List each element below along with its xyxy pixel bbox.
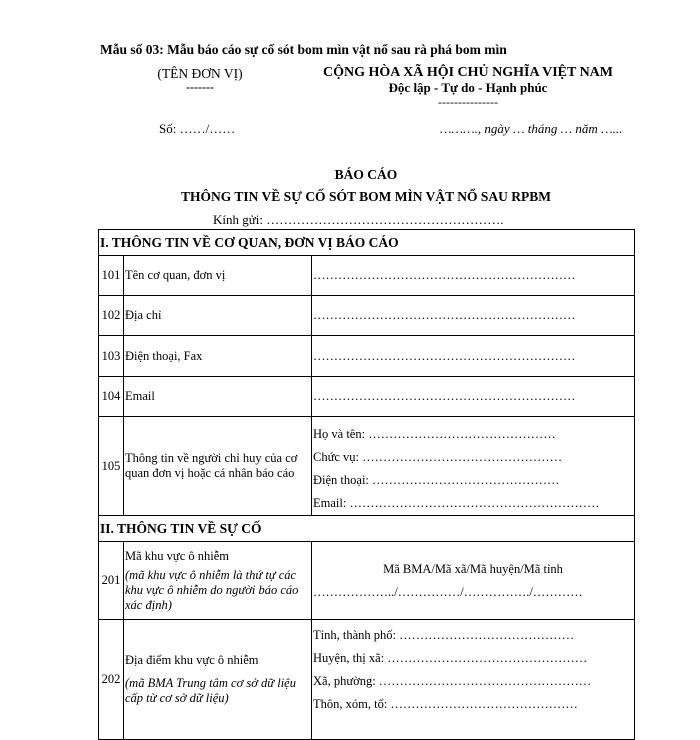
row-label: Tên cơ quan, đơn vị (124, 256, 312, 296)
row-label: Thông tin về người chỉ huy của cơ quan đơn vị hoặc cá nhân báo cáo (124, 417, 312, 516)
row-number: 201 (99, 542, 124, 620)
address-field[interactable]: ……………………………………………………… (312, 296, 635, 336)
document-date: ………., ngày … tháng … năm …... (440, 121, 623, 136)
document-number: Số: ……/…… (159, 121, 236, 136)
row-label: Địa chỉ (124, 296, 312, 336)
motto-divider: --------------- (438, 95, 498, 109)
district-field[interactable]: Huyện, thị xã: ………………………………………… (313, 651, 588, 665)
row-number: 202 (99, 620, 124, 740)
agency-name-field[interactable]: ……………………………………………………… (312, 256, 635, 296)
table-row (99, 296, 635, 336)
contamination-code-cell (312, 542, 635, 620)
table-row (99, 256, 635, 296)
row-label: Mã khu vực ô nhiễm (125, 548, 229, 563)
report-subtitle: THÔNG TIN VỀ SỰ CỐ SÓT BOM MÌN VẬT NỔ SAU RPBM (181, 189, 551, 204)
row-label-cell (124, 620, 312, 740)
table-row (99, 377, 635, 417)
section-2-heading: II. THÔNG TIN VỀ SỰ CỐ (99, 516, 635, 542)
row-note: (mã khu vực ô nhiễm là thứ tự các khu vực ô nhiễm do người báo cáo xác định) (125, 567, 299, 612)
province-field[interactable]: Tỉnh, thành phố: …………………………………… (313, 628, 575, 642)
table-row (99, 336, 635, 377)
section-1-heading: I. THÔNG TIN VỀ CƠ QUAN, ĐƠN VỊ BÁO CÁO (99, 230, 635, 256)
row-number: 102 (99, 296, 124, 336)
commander-info-cell (312, 417, 635, 516)
phone-fax-field[interactable]: ……………………………………………………… (312, 336, 635, 377)
org-name: (TÊN ĐƠN VỊ) (157, 66, 243, 81)
org-divider: ------- (186, 80, 214, 94)
commander-position-field[interactable]: Chức vụ: ………………………………………… (313, 450, 563, 464)
nation-title: CỘNG HÒA XÃ HỘI CHỦ NGHĨA VIỆT NAM (322, 65, 613, 80)
row-number: 103 (99, 336, 124, 377)
row-label-cell (124, 542, 312, 620)
commander-name-field[interactable]: Họ và tên: ……………………………………… (313, 427, 556, 441)
form-title: Mẫu số 03: Mẫu báo cáo sự cố sót bom mìn vật nổ sau rà phá bom mìn (100, 42, 507, 57)
commander-email-field[interactable]: Email: …………………………………………………… (313, 496, 600, 510)
location-cell (312, 620, 635, 740)
recipient-line: Kính gửi: ………………………………………………. (213, 212, 504, 227)
report-form-table (98, 229, 635, 740)
contamination-code-field[interactable]: ………………../……………/……………./………… (313, 584, 583, 599)
row-number: 104 (99, 377, 124, 417)
commander-phone-field[interactable]: Điện thoại: ……………………………………… (313, 473, 560, 487)
row-label: Email (124, 377, 312, 417)
commune-field[interactable]: Xã, phường: …………………………………………… (313, 674, 592, 688)
table-row (99, 542, 635, 620)
row-label: Điện thoại, Fax (124, 336, 312, 377)
email-field[interactable]: ……………………………………………………… (312, 377, 635, 417)
table-row (99, 620, 635, 740)
row-number: 105 (99, 417, 124, 516)
table-row (99, 417, 635, 516)
row-note: (mã BMA Trung tâm cơ sở dữ liệu cấp từ cơ sở dữ liệu) (125, 676, 296, 705)
hamlet-field[interactable]: Thôn, xóm, tổ: ……………………………………… (313, 697, 578, 711)
report-title: BÁO CÁO (334, 167, 398, 182)
row-label: Địa điểm khu vực ô nhiễm (125, 653, 259, 667)
row-number: 101 (99, 256, 124, 296)
motto: Độc lập - Tự do - Hạnh phúc (388, 80, 548, 95)
code-format-label: Mã BMA/Mã xã/Mã huyện/Mã tỉnh (383, 561, 563, 576)
